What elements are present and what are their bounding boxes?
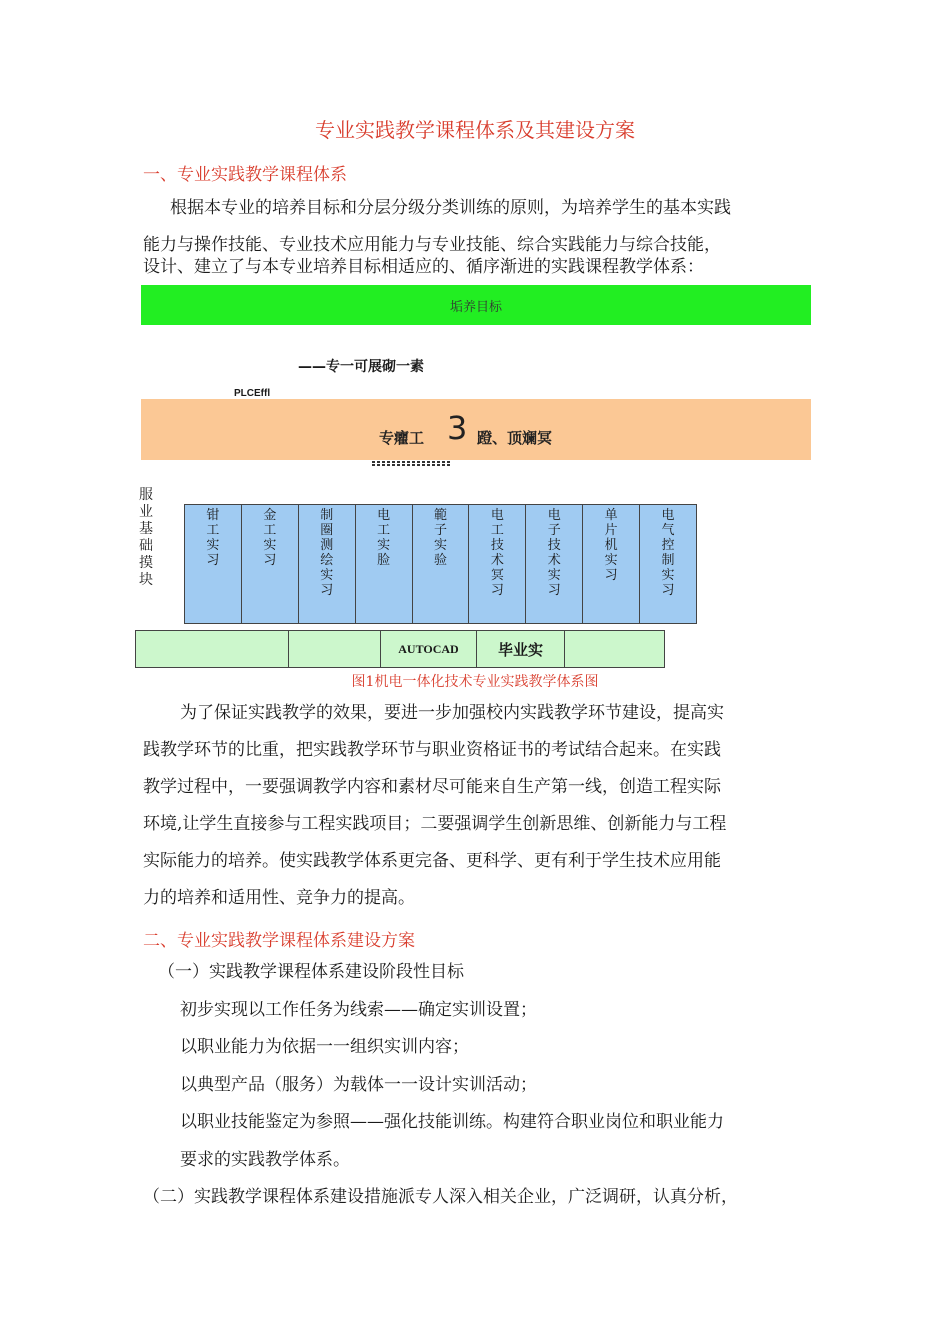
section1-line: 设计、建立了与本专业培养目标相适应的、循序渐进的实践课程教学体系：: [143, 257, 704, 277]
module-label: 範子实验: [433, 508, 447, 568]
module-cell: [241, 505, 298, 623]
cropped-text-fragment: [372, 460, 452, 466]
section2-item: 以典型产品（服务）为载体一一设计实训活动；: [180, 1075, 537, 1095]
section1-line: 根据本专业的培养目标和分层分级分类训练的原则，为培养学生的基本实践: [170, 198, 731, 218]
module-cell: [525, 505, 582, 623]
module-label: 单片机实习: [604, 508, 618, 583]
module-cell: [468, 505, 525, 623]
bottom-cell: [288, 631, 380, 667]
practice-modules-row: [184, 504, 697, 624]
paragraph2-line: 教学过程中，一要强调教学内容和素材尽可能来自生产第一线，创造工程实际: [143, 777, 721, 797]
orange-bar-number: 3: [447, 409, 468, 447]
module-label: 电气控制实习: [661, 508, 675, 598]
diagram-dash-label: ——专一可展砌一素: [298, 359, 424, 375]
training-goal-bar: 垢养目标: [141, 285, 811, 325]
module-cell: [355, 505, 412, 623]
section2-item: 初步实现以工作任务为线索——确定实训设置；: [180, 1000, 537, 1020]
bottom-modules-row: [135, 630, 665, 668]
paragraph2-line: 实际能力的培养。使实践教学体系更完备、更科学、更有利于学生技术应用能: [143, 851, 721, 871]
section1-line: 能力与操作技能、专业技术应用能力与专业技能、综合实践能力与综合技能，: [143, 235, 721, 255]
paragraph2-line: 力的培养和适用性、竞争力的提高。: [143, 888, 415, 908]
plc-label: PLCEffl: [234, 388, 271, 399]
module-label: 电工技术冥习: [490, 508, 504, 598]
figure-caption: 图1机电一体化技术专业实践教学体系图: [351, 674, 599, 690]
foundation-module-label: 服业基础摸块: [139, 487, 153, 588]
paragraph2-line: 环境,让学生直接参与工程实践项目；二要强调学生创新思维、创新能力与工程: [143, 814, 727, 834]
section2-sub2: （二）实践教学课程体系建设措施派专人深入相关企业，广泛调研，认真分析，: [143, 1187, 738, 1207]
bottom-cell: [136, 631, 288, 667]
module-label: 钳工实习: [206, 508, 220, 568]
section2-sub1: （一）实践教学课程体系建设阶段性目标: [158, 962, 464, 982]
module-cell: [582, 505, 639, 623]
module-label: 制圈测绘实习: [320, 508, 334, 598]
module-label: 金工实习: [263, 508, 277, 568]
section2-heading: 二、专业实践教学课程体系建设方案: [143, 931, 415, 951]
module-cell: [185, 505, 241, 623]
module-label: 电工实脸: [377, 508, 391, 568]
module-label: 电子技术实习: [547, 508, 561, 598]
paragraph2-line: 践教学环节的比重，把实践教学环节与职业资格证书的考试结合起来。在实践: [143, 740, 721, 760]
section2-item: 以职业能力为依据一一组织实训内容；: [180, 1037, 469, 1057]
professional-module-bar: [141, 399, 811, 460]
bottom-cell: [564, 631, 664, 667]
graduation-cell: 毕业实: [476, 631, 564, 667]
section1-heading: 一、专业实践教学课程体系: [143, 165, 347, 185]
module-cell: [412, 505, 469, 623]
module-cell: [298, 505, 355, 623]
autocad-cell: AUTOCAD: [380, 631, 476, 667]
orange-bar-label-a: 专癯工: [379, 429, 425, 447]
paragraph2-line: 为了保证实践教学的效果，要进一步加强校内实践教学环节建设，提高实: [180, 703, 724, 723]
section2-item: 以职业技能鉴定为参照——强化技能训练。构建符合职业岗位和职业能力: [180, 1112, 724, 1132]
orange-bar-label-b: 蹬、顶斓冥: [477, 429, 553, 447]
page-title: 专业实践教学课程体系及其建设方案: [315, 118, 635, 142]
section2-item: 要求的实践教学体系。: [180, 1150, 350, 1170]
module-cell: [639, 505, 696, 623]
